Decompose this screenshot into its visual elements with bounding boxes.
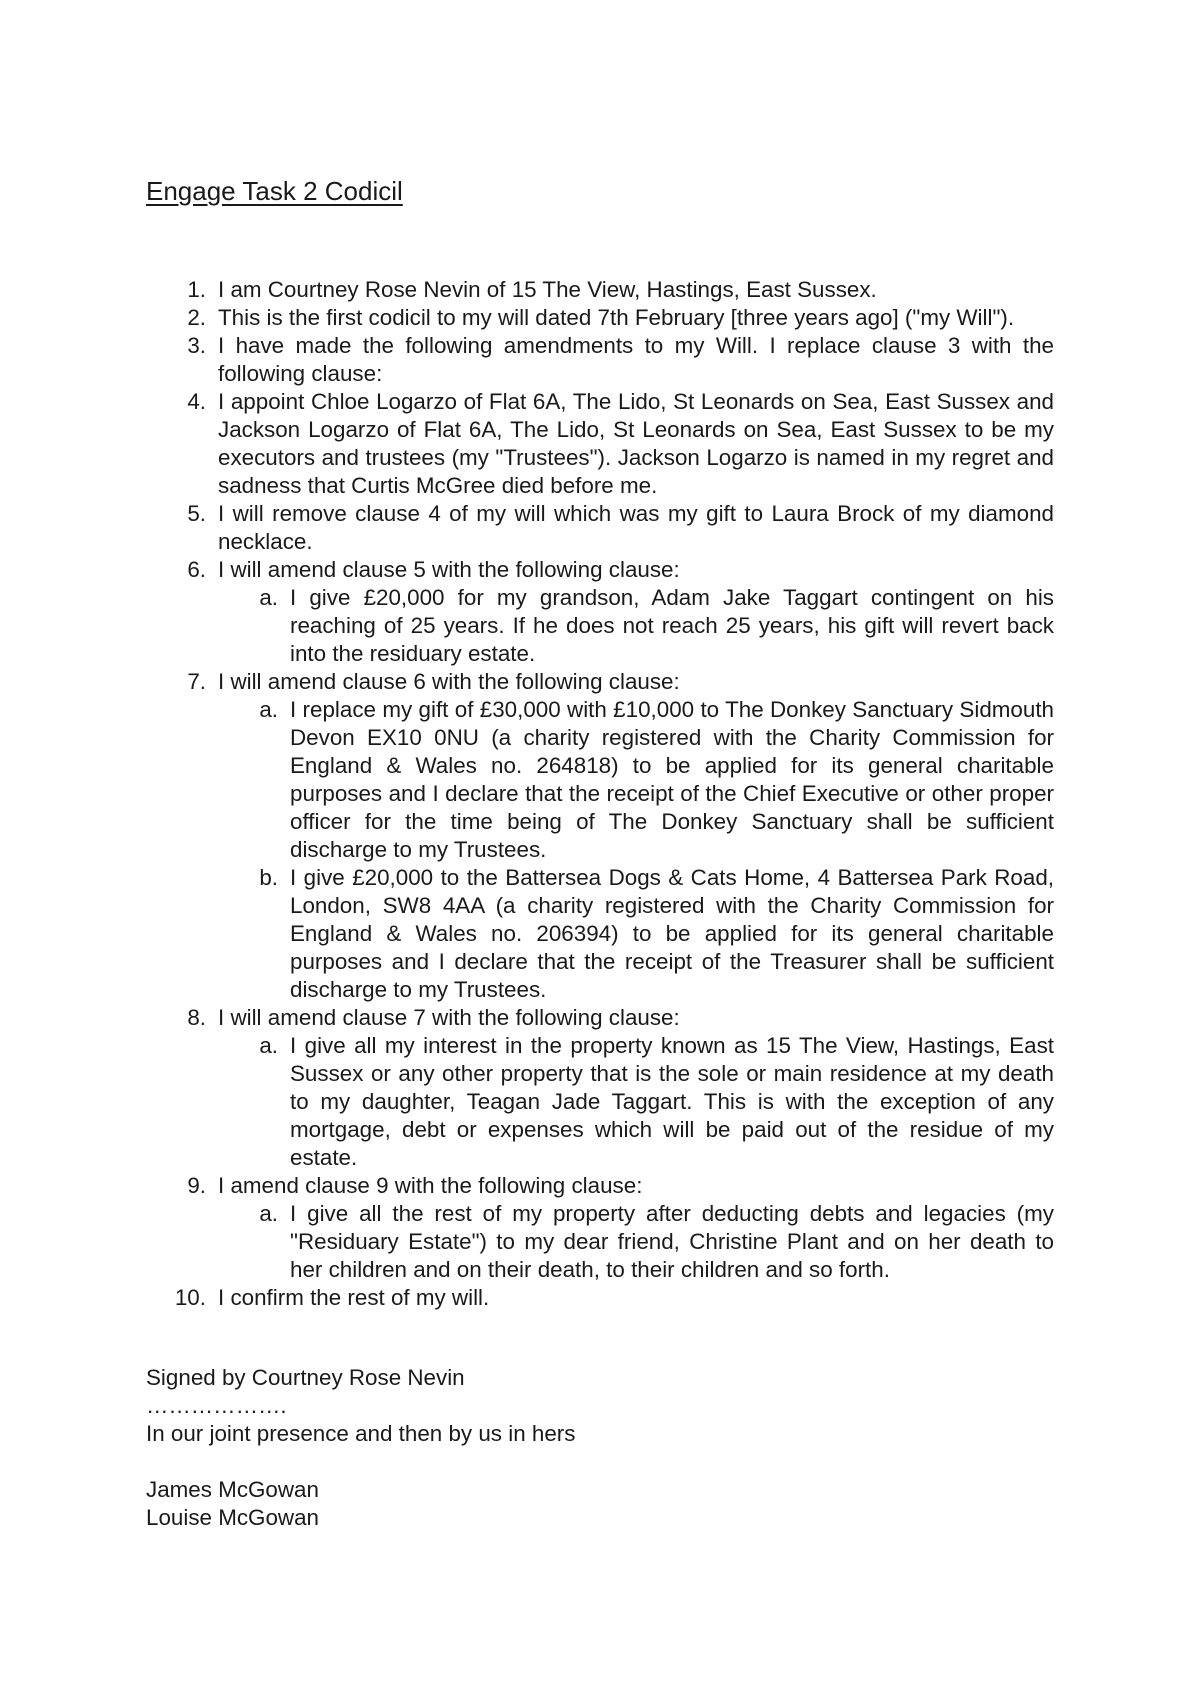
clause-number: 5. bbox=[187, 501, 206, 526]
signature-block bbox=[146, 1364, 575, 1532]
signed-by-line: Signed by Courtney Rose Nevin bbox=[146, 1365, 465, 1390]
sub-clause-item bbox=[218, 584, 1054, 668]
clause-text: This is the first codicil to my will dated 7th February [three years ago] ("my Will"). bbox=[218, 305, 1015, 330]
clause-item bbox=[146, 332, 1054, 388]
clause-item bbox=[146, 556, 1054, 584]
clause-text: I am Courtney Rose Nevin of 15 The View, Hastings, East Sussex. bbox=[218, 277, 877, 302]
sub-clause-letter: a. bbox=[259, 585, 278, 610]
clause-number: 4. bbox=[187, 389, 206, 414]
sub-clause-letter: a. bbox=[259, 1033, 278, 1058]
witness-name: James McGowan bbox=[146, 1477, 319, 1502]
clause-item bbox=[146, 304, 1054, 332]
clause-text: I will amend clause 5 with the following clause: bbox=[218, 557, 680, 582]
witness-name: Louise McGowan bbox=[146, 1505, 319, 1530]
clause-text: I have made the following amendments to my Will. I replace clause 3 with the following clause: bbox=[218, 333, 1054, 386]
sub-clause-item bbox=[218, 696, 1054, 864]
clause-number: 6. bbox=[187, 557, 206, 582]
clause-item bbox=[146, 1284, 1054, 1312]
sub-clause-item bbox=[218, 864, 1054, 1004]
clause-text: I appoint Chloe Logarzo of Flat 6A, The Lido, St Leonards on Sea, East Sussex and Jackson Logarzo of Flat 6A, The Lido, St Leonards on Sea, East Sussex to be my executors and trustees (my "Trustees"). Jackson Logarzo is named in my regret and sadness that Curtis McGree died before me. bbox=[218, 389, 1054, 498]
sub-clause-text: I give £20,000 to the Battersea Dogs & Cats Home, 4 Battersea Park Road, London, SW8 4AA (a charity registered with the Charity Commission for England & Wales no. 206394) to be applied for its general charitable purposes and I declare that the receipt of the Treasurer shall be sufficient discharge to my Trustees. bbox=[290, 865, 1054, 1002]
clause-item bbox=[146, 1172, 1054, 1200]
sub-clause-letter: b. bbox=[259, 865, 278, 890]
clause-text: I will remove clause 4 of my will which was my gift to Laura Brock of my diamond necklace. bbox=[218, 501, 1054, 554]
clause-number: 7. bbox=[187, 669, 206, 694]
clause-item bbox=[146, 276, 1054, 304]
signature-dots: ………………. bbox=[146, 1393, 287, 1418]
clause-number: 8. bbox=[187, 1005, 206, 1030]
clause-item bbox=[146, 388, 1054, 500]
clause-text: I will amend clause 6 with the following clause: bbox=[218, 669, 680, 694]
clause-text: I will amend clause 7 with the following clause: bbox=[218, 1005, 680, 1030]
sub-clause-text: I replace my gift of £30,000 with £10,000 to The Donkey Sanctuary Sidmouth Devon EX10 0NU (a charity registered with the Charity Commission for England & Wales no. 264818) to be applied for its general charitable purposes and I declare that the receipt of the Chief Executive or other proper officer for the time being of The Donkey Sanctuary shall be sufficient discharge to my Trustees. bbox=[290, 697, 1054, 862]
sub-clause-letter: a. bbox=[259, 1201, 278, 1226]
sub-clause-text: I give all my interest in the property known as 15 The View, Hastings, East Sussex or any other property that is the sole or main residence at my death to my daughter, Teagan Jade Taggart. This is with the exception of any mortgage, debt or expenses which will be paid out of the residue of my estate. bbox=[290, 1033, 1054, 1170]
clause-text: I confirm the rest of my will. bbox=[218, 1285, 490, 1310]
clause-number: 3. bbox=[187, 333, 206, 358]
sub-clause-text: I give £20,000 for my grandson, Adam Jake Taggart contingent on his reaching of 25 years. If he does not reach 25 years, his gift will revert back into the residuary estate. bbox=[290, 585, 1054, 666]
sub-clause-text: I give all the rest of my property after deducting debts and legacies (my "Residuary Estate") to my dear friend, Christine Plant and on her death to her children and on their death, to their children and so forth. bbox=[290, 1201, 1054, 1282]
clause-item bbox=[146, 668, 1054, 696]
clause-item bbox=[146, 1004, 1054, 1032]
clause-list bbox=[146, 276, 1054, 1312]
sub-clause-item bbox=[218, 1200, 1054, 1284]
clause-number: 9. bbox=[187, 1173, 206, 1198]
clause-item bbox=[146, 500, 1054, 556]
clause-number: 10. bbox=[174, 1285, 206, 1310]
presence-line: In our joint presence and then by us in hers bbox=[146, 1421, 576, 1446]
clause-text: I amend clause 9 with the following clause: bbox=[218, 1173, 643, 1198]
clause-number: 2. bbox=[187, 305, 206, 330]
clause-number: 1. bbox=[187, 277, 206, 302]
document-title: Engage Task 2 Codicil bbox=[146, 176, 403, 206]
sub-clause-letter: a. bbox=[259, 697, 278, 722]
sub-clause-item bbox=[218, 1032, 1054, 1172]
